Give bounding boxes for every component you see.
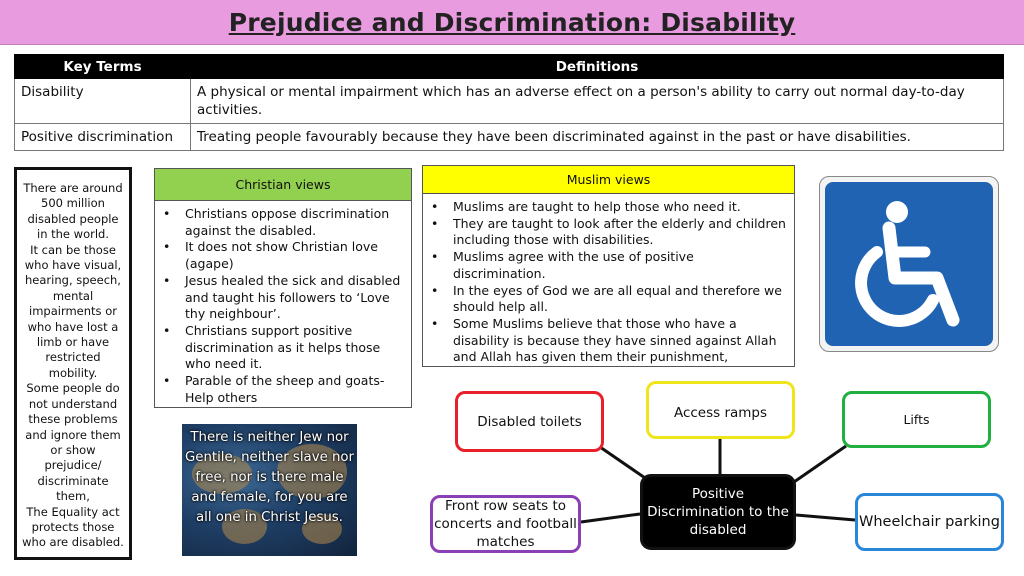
list-item: • In the eyes of God we are all equal and therefore we should help all.	[453, 283, 786, 316]
christian-views-heading: Christian views	[155, 169, 411, 201]
mindmap-node-disabled-toilets: Disabled toilets	[455, 391, 604, 452]
list-item: • They are taught to look after the elderly and children including those with disabilities.	[453, 216, 786, 249]
mindmap-node-access-ramps: Access ramps	[646, 381, 795, 439]
connector-line	[794, 446, 846, 482]
muslim-views-heading: Muslim views	[423, 166, 794, 194]
bible-quote-text: There is neither Jew nor Gentile, neither slave nor free, nor is there male and female, for you are all one in Christ Jesus.	[184, 430, 355, 525]
list-item: • Jesus healed the sick and disabled and taught his followers to ‘Love thy neighbour’.	[185, 273, 403, 323]
mindmap-node-front-row-seats: Front row seats to concerts and football matches	[430, 495, 581, 553]
facts-paragraph: The Equality act protects those who are disabled.	[22, 504, 124, 550]
term-cell: Positive discrimination	[15, 124, 191, 151]
connector-line	[796, 515, 855, 520]
list-item: • Some Muslims believe that those who have a disability is because they have sinned against Allah and Allah has given them their punishment,	[453, 316, 786, 366]
list-item: • Parable of the sheep and goats- Help others	[185, 373, 403, 406]
mindmap-node-wheelchair-parking: Wheelchair parking	[855, 493, 1004, 551]
facts-paragraph: Some people do not understand these problems and ignore them or show prejudice/ discriminate them,	[25, 381, 121, 504]
list-item: • Muslims are taught to help those who need it.	[453, 199, 786, 216]
connector-line	[581, 514, 640, 522]
definition-cell: Treating people favourably because they have been discriminated against in the past or have disabilities.	[191, 124, 1004, 151]
term-cell: Disability	[15, 79, 191, 124]
column-header-definitions: Definitions	[191, 55, 1004, 79]
mindmap-center-node: Positive Discrimination to the disabled	[640, 474, 796, 550]
mindmap-node-lifts: Lifts	[842, 391, 991, 448]
connector-line	[600, 447, 648, 480]
list-item: • Christians support positive discrimination as it helps those who need it.	[185, 323, 403, 373]
column-header-key-terms: Key Terms	[15, 55, 191, 79]
facts-paragraph: There are around 500 million disabled people in the world.	[23, 181, 123, 242]
list-item: • It does not show Christian love (agape)	[185, 239, 403, 272]
definition-cell: A physical or mental impairment which has an adverse effect on a person's ability to carry out normal day-to-day activities.	[191, 79, 1004, 124]
facts-paragraph: It can be those who have visual, hearing, speech, mental impairments or who have lost a limb or have restricted mobility.	[24, 242, 122, 380]
list-item: • Muslims agree with the use of positive discrimination.	[453, 249, 786, 282]
list-item: • Christians oppose discrimination against the disabled.	[185, 206, 403, 239]
page-title: Prejudice and Discrimination: Disability	[228, 7, 796, 37]
